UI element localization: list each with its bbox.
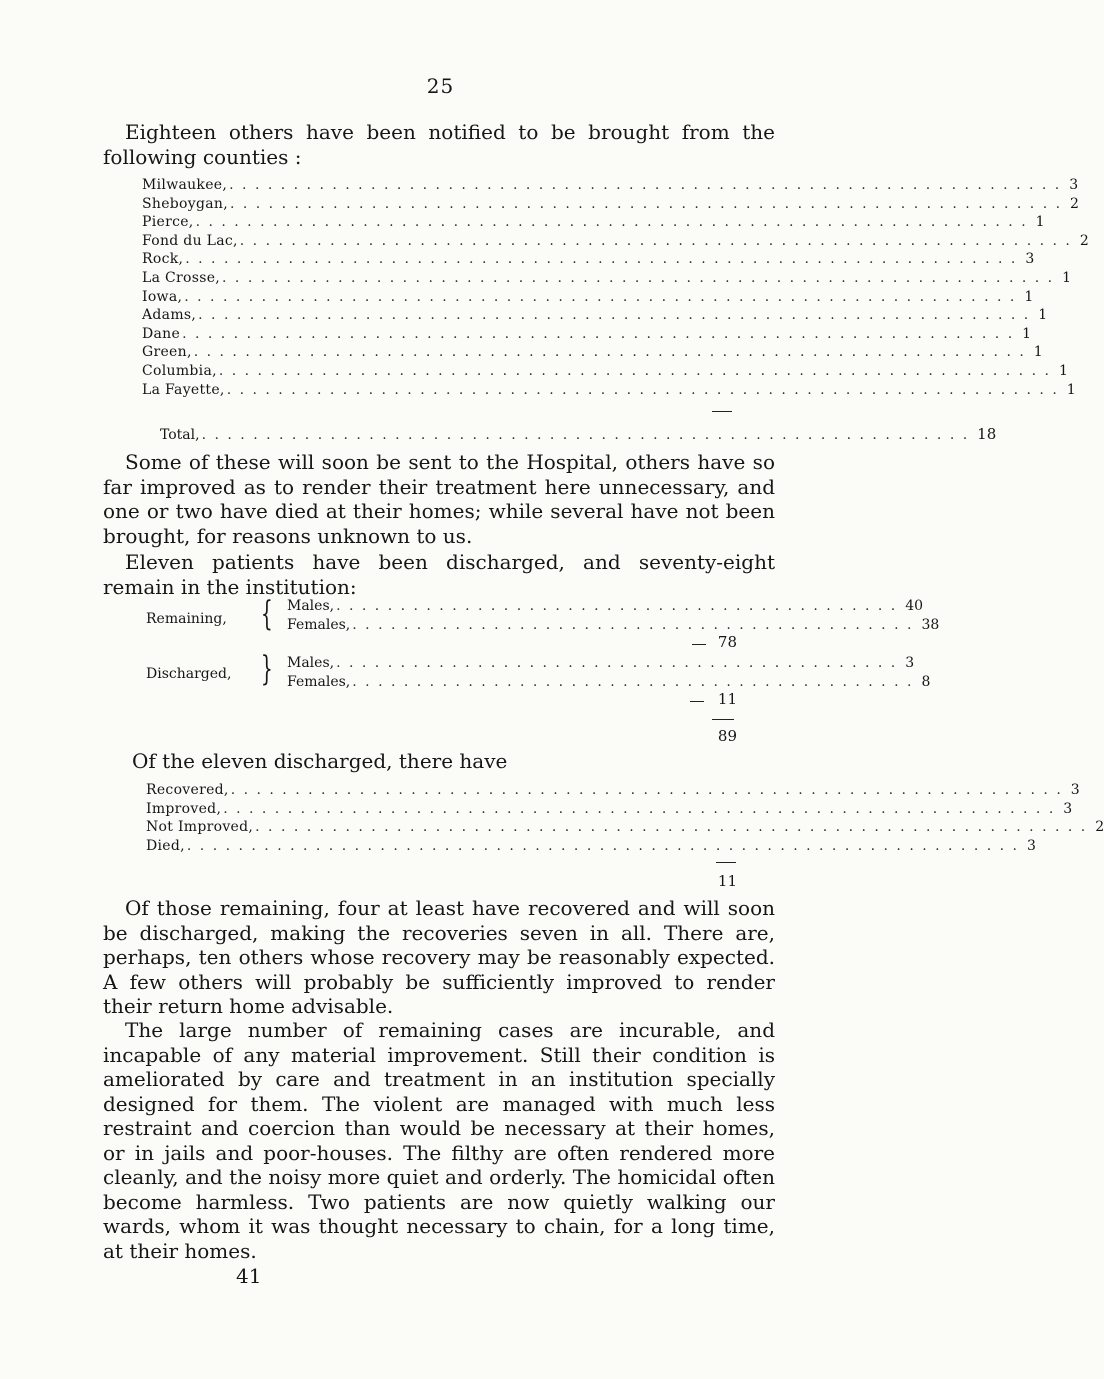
grand-total: 89: [717, 727, 737, 745]
of-eleven-paragraph: [110, 749, 782, 774]
leader-dots: . . . . . . . . . . . . . . . . . . . . . . . . . . . . . . . . . . . . . . . . . . . . . . . . . . . . . . . . . . . . . . . . .: [182, 325, 1015, 342]
outcome-value: 2: [1095, 819, 1104, 836]
county-label: Pierce,: [142, 214, 194, 231]
county-value: 1: [1066, 381, 1076, 398]
outcome-value: 3: [1070, 782, 1080, 798]
remaining-males-label: Males,: [287, 598, 335, 614]
discharged-males-row: [287, 655, 915, 671]
county-value: 3: [1069, 177, 1079, 193]
leader-dots: . . . . . . . . . . . . . . . . . . . . . . . . . . . . . . . . . . . . . . . . . . . . . . . . . . . . . . . . . . . . . . . . .: [255, 819, 1088, 836]
leader-dots: . . . . . . . . . . . . . . . . . . . . . . . . . . . . . . . . . . . . . . . . . . . . . . . . . . . . . . . . . . . .: [201, 427, 970, 443]
county-value: 1: [1038, 307, 1048, 324]
outcome-label: Died,: [146, 837, 185, 854]
leader-dots: . . . . . . . . . . . . . . . . . . . . . . . . . . . . . . . . . . . . . . . . . . . . . . . . . . . . . . . . . . . . . . . . .: [186, 837, 1019, 854]
county-row: [142, 288, 1034, 308]
discharged-females-value: 8: [921, 674, 931, 690]
county-row: [142, 344, 1043, 363]
page-number: 25: [426, 74, 455, 98]
county-row: [142, 325, 1032, 345]
county-row: [142, 195, 1079, 215]
county-row: [142, 214, 1045, 233]
leader-dots: . . . . . . . . . . . . . . . . . . . . . . . . . . . . . . . . . . . . . . . . . . . . . . . . . . . . . . . . . . . . . . . . .: [226, 381, 1059, 398]
remaining-subtotal: 78: [717, 633, 737, 651]
leader-dots: . . . . . . . . . . . . . . . . . . . . . . . . . . . . . . . . . . . . . . . . . . . . . . . . . . . . . . . . . . . . . . . . .: [198, 307, 1031, 324]
county-label: Green,: [142, 344, 192, 361]
county-row: [142, 232, 1089, 252]
county-value: 2: [1079, 232, 1089, 249]
outcome-sum-rule: [716, 862, 736, 863]
leader-dots: . . . . . . . . . . . . . . . . . . . . . . . . . . . . . . . . . . . . . . . . . . . . . . . . . . . . . . . . . . . . . . . . .: [239, 232, 1072, 249]
leader-dots: . . . . . . . . . . . . . . . . . . . . . . . . . . . . . . . . . . . . . . . . . . . .: [336, 655, 898, 671]
county-row: [142, 177, 1079, 196]
county-label: Adams,: [142, 307, 197, 324]
remaining-label: Remaining,: [146, 611, 227, 627]
county-label: Sheboygan,: [142, 195, 228, 212]
county-value: 3: [1025, 251, 1035, 268]
hospital-paragraph: [103, 450, 775, 548]
hospital-text: Some of these will soon be sent to the Hospital, others have so far improved as to render their treatment here unnecessary, and one or two have died at their homes; while several have not been brought, for reasons unknown to us.: [103, 450, 775, 548]
outcome-label: Recovered,: [146, 782, 229, 798]
leader-dots: . . . . . . . . . . . . . . . . . . . . . . . . . . . . . . . . . . . . . . . . . . . . . . . . . . . . . . . . . . . . . . . . .: [223, 800, 1056, 817]
leader-dots: . . . . . . . . . . . . . . . . . . . . . . . . . . . . . . . . . . . . . . . . . . . . . . . . . . . . . . . . . . . . . . . . .: [185, 251, 1018, 268]
county-label: Dane: [142, 325, 181, 342]
county-sum-rule: [712, 411, 732, 412]
county-label: Rock,: [142, 251, 184, 268]
remaining-females-row: [287, 617, 940, 633]
leader-dots: . . . . . . . . . . . . . . . . . . . . . . . . . . . . . . . . . . . . . . . . . . . . . . . . . . . . . . . . . . . . . . . . .: [222, 269, 1055, 286]
leader-dots: . . . . . . . . . . . . . . . . . . . . . . . . . . . . . . . . . . . . . . . . . . . . . . . . . . . . . . . . . . . . . . . . .: [218, 362, 1051, 379]
remaining-females-label: Females,: [287, 617, 351, 633]
county-value: 1: [1062, 269, 1072, 286]
county-label: Iowa,: [142, 288, 183, 305]
outcome-label: Improved,: [146, 800, 222, 817]
county-value: 1: [1058, 362, 1068, 379]
county-label: La Crosse,: [142, 269, 221, 286]
remaining-text: Of those remaining, four at least have recovered and will soon be discharged, making the recoveries seven in all. There are, perhaps, ten others whose recovery may be reasonably expected. A few others will probably be sufficiently improved to render their return home advisable.: [103, 896, 775, 1018]
outcome-list: [146, 782, 1104, 856]
outcome-total: 11: [717, 872, 737, 890]
eleven-text: Eleven patients have been discharged, and seventy-eight remain in the institution:: [103, 550, 775, 599]
outcome-value: 3: [1026, 837, 1036, 854]
outcome-label: Not Improved,: [146, 819, 254, 836]
county-row: [142, 251, 1035, 270]
county-value: 1: [1035, 214, 1045, 231]
county-total-label: Total,: [160, 427, 200, 443]
remaining-females-value: 38: [921, 617, 940, 633]
leader-dots: . . . . . . . . . . . . . . . . . . . . . . . . . . . . . . . . . . . . . . . . . . . .: [336, 598, 898, 614]
outcome-row: [146, 819, 1104, 838]
intro-paragraph: [103, 120, 775, 169]
of-eleven-text: Of the eleven discharged, there have: [132, 749, 508, 773]
signature-mark: 41: [236, 1264, 262, 1288]
remaining-brace: {: [260, 594, 273, 634]
outcome-row: [146, 800, 1073, 820]
county-row: [142, 362, 1068, 382]
outcome-value: 3: [1063, 800, 1073, 817]
county-label: Fond du Lac,: [142, 232, 238, 249]
leader-dots: . . . . . . . . . . . . . . . . . . . . . . . . . . . . . . . . . . . . . . . . . . . .: [352, 674, 914, 690]
discharged-brace: }: [260, 649, 273, 689]
leader-dots: . . . . . . . . . . . . . . . . . . . . . . . . . . . . . . . . . . . . . . . . . . . . . . . . . . . . . . . . . . . . . . . . .: [184, 288, 1017, 305]
leader-dots: . . . . . . . . . . . . . . . . . . . . . . . . . . . . . . . . . . . . . . . . . . . . . . . . . . . . . . . . . . . . . . . . .: [229, 177, 1062, 193]
county-list: [142, 177, 1089, 400]
grand-sum-rule: [712, 719, 734, 720]
discharged-males-label: Males,: [287, 655, 335, 671]
discharged-males-value: 3: [905, 655, 915, 671]
county-label: Columbia,: [142, 362, 217, 379]
county-value: 2: [1070, 195, 1079, 212]
discharged-females-row: [287, 674, 931, 690]
county-label: La Fayette,: [142, 381, 225, 398]
discharged-label: Discharged,: [146, 666, 232, 682]
remaining-males-row: [287, 598, 924, 614]
county-value: 1: [1033, 344, 1043, 361]
leader-dots: . . . . . . . . . . . . . . . . . . . . . . . . . . . . . . . . . . . . . . . . . . . . . . . . . . . . . . . . . . . . . . . . .: [193, 344, 1026, 361]
discharged-females-label: Females,: [287, 674, 351, 690]
leader-dots: . . . . . . . . . . . . . . . . . . . . . . . . . . . . . . . . . . . . . . . . . . . .: [352, 617, 914, 633]
county-row: [142, 307, 1048, 326]
county-row: [142, 381, 1076, 401]
county-value: 1: [1022, 325, 1032, 342]
remaining-paragraph: [103, 896, 775, 1019]
leader-dots: . . . . . . . . . . . . . . . . . . . . . . . . . . . . . . . . . . . . . . . . . . . . . . . . . . . . . . . . . . . . . . . . .: [230, 782, 1063, 798]
large-text: The large number of remaining cases are incurable, and incapable of any material improvement. Still their condition is ameliorated by care and treatment in an institution specially designed for them. The violent are managed with much less restraint and coercion than would be necessary at their homes, or in jails and poor-houses. The filthy are often rendered more cleanly, and the noisy more quiet and orderly. The homicidal often become harmless. Two patients are now quietly walking our wards, whom it was thought necessary to chain, for a long time, at their homes.: [103, 1018, 775, 1263]
county-value: 1: [1024, 288, 1034, 305]
discharged-subtotal: 11: [717, 690, 737, 708]
outcome-row: [146, 782, 1080, 801]
remaining-males-value: 40: [905, 598, 924, 614]
county-row: [142, 269, 1072, 289]
large-paragraph: [103, 1018, 775, 1263]
county-label: Milwaukee,: [142, 177, 228, 193]
eleven-paragraph: [103, 550, 775, 599]
outcome-row: [146, 837, 1036, 857]
intro-text: Eighteen others have been notified to be brought from the following counties :: [103, 120, 775, 169]
leader-dots: . . . . . . . . . . . . . . . . . . . . . . . . . . . . . . . . . . . . . . . . . . . . . . . . . . . . . . . . . . . . . . . . .: [229, 195, 1063, 212]
county-total-value: 18: [977, 425, 997, 443]
county-total-row: [160, 425, 997, 443]
leader-dots: . . . . . . . . . . . . . . . . . . . . . . . . . . . . . . . . . . . . . . . . . . . . . . . . . . . . . . . . . . . . . . . . .: [195, 214, 1028, 231]
